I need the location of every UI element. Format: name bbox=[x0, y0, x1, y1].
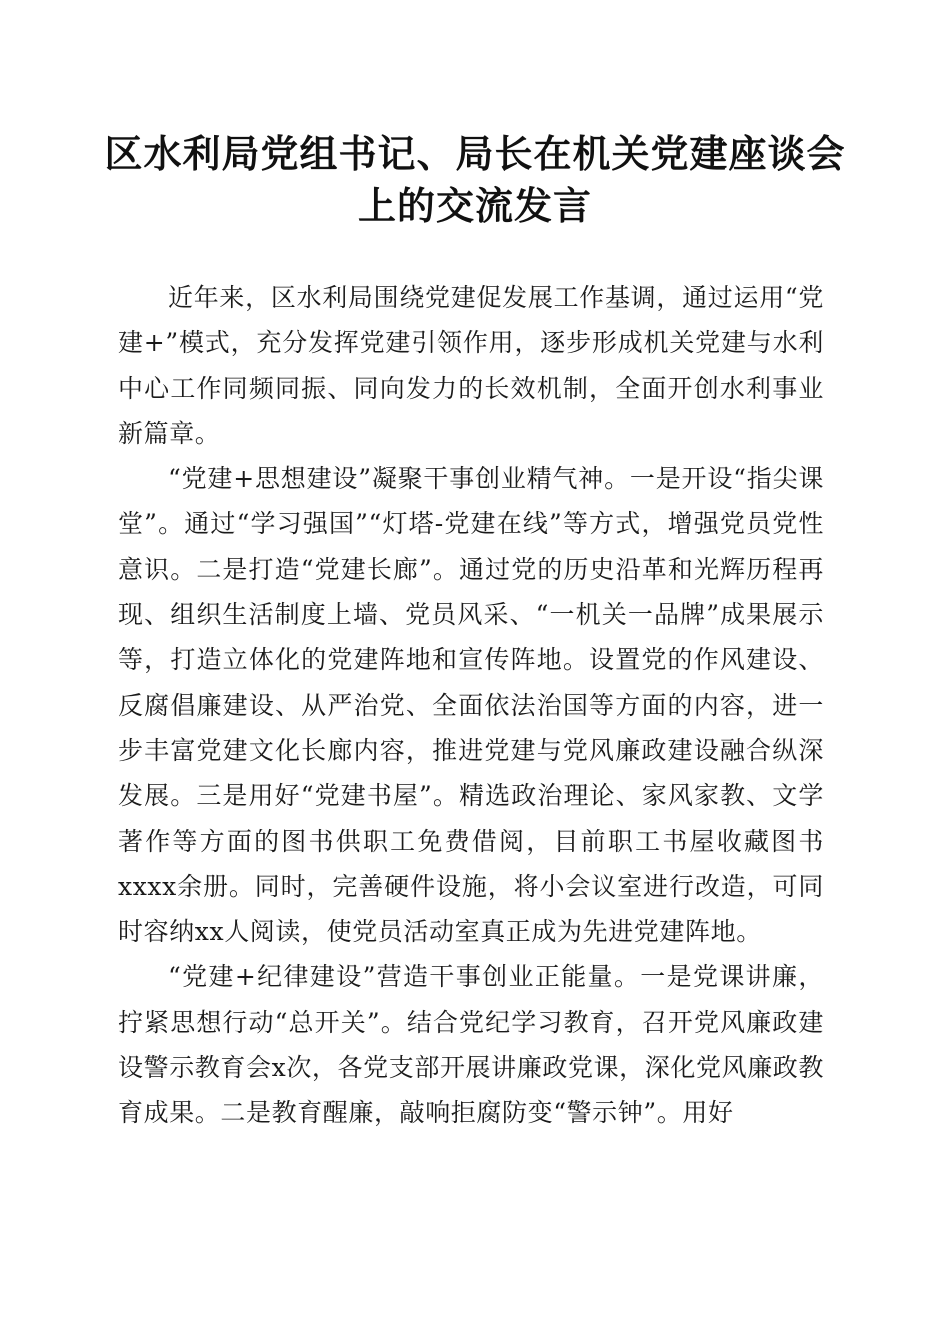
paragraph-ideology: “党建+思想建设”凝聚干事创业精气神。一是开设“指尖课堂”。通过“学习强国”“灯塔-党建在线”等方式，增强党员党性意识。二是打造“党建长廊”。通过党的历史沿革和光辉历程再现、组织生活制度上墙、党员风采、“一机关一品牌”成果展示等，打造立体化的党建阵地和宣传阵地。设置党的作风建设、反腐倡廉建设、从严治党、全面依法治国等方面的内容，进一步丰富党建文化长廊内容，推进党建与党风廉政建设融合纵深发展。三是用好“党建书屋”。精选政治理论、家风家教、文学著作等方面的图书供职工免费借阅，目前职工书屋收藏图书xxxx余册。同时，完善硬件设施，将小会议室进行改造，可同时容纳xx人阅读，使党员活动室真正成为先进党建阵地。 bbox=[118, 464, 824, 947]
paragraph-intro: 近年来，区水利局围绕党建促发展工作基调，通过运用“党建+”模式，充分发挥党建引领作用，逐步形成机关党建与水利中心工作同频同振、同向发力的长效机制，全面开创水利事业新篇章。 bbox=[118, 283, 824, 448]
document-body bbox=[118, 275, 824, 1136]
paragraph-discipline: “党建+纪律建设”营造干事创业正能量。一是党课讲廉，拧紧思想行动“总开关”。结合党纪学习教育，召开党风廉政建设警示教育会x次，各党支部开展讲廉政党课，深化党风廉政教育成果。二是教育醒廉，敲响拒腐防变“警示钟”。用好 bbox=[118, 962, 824, 1128]
document-title: 区水利局党组书记、局长在机关党建座谈会上的交流发言 bbox=[104, 131, 846, 228]
